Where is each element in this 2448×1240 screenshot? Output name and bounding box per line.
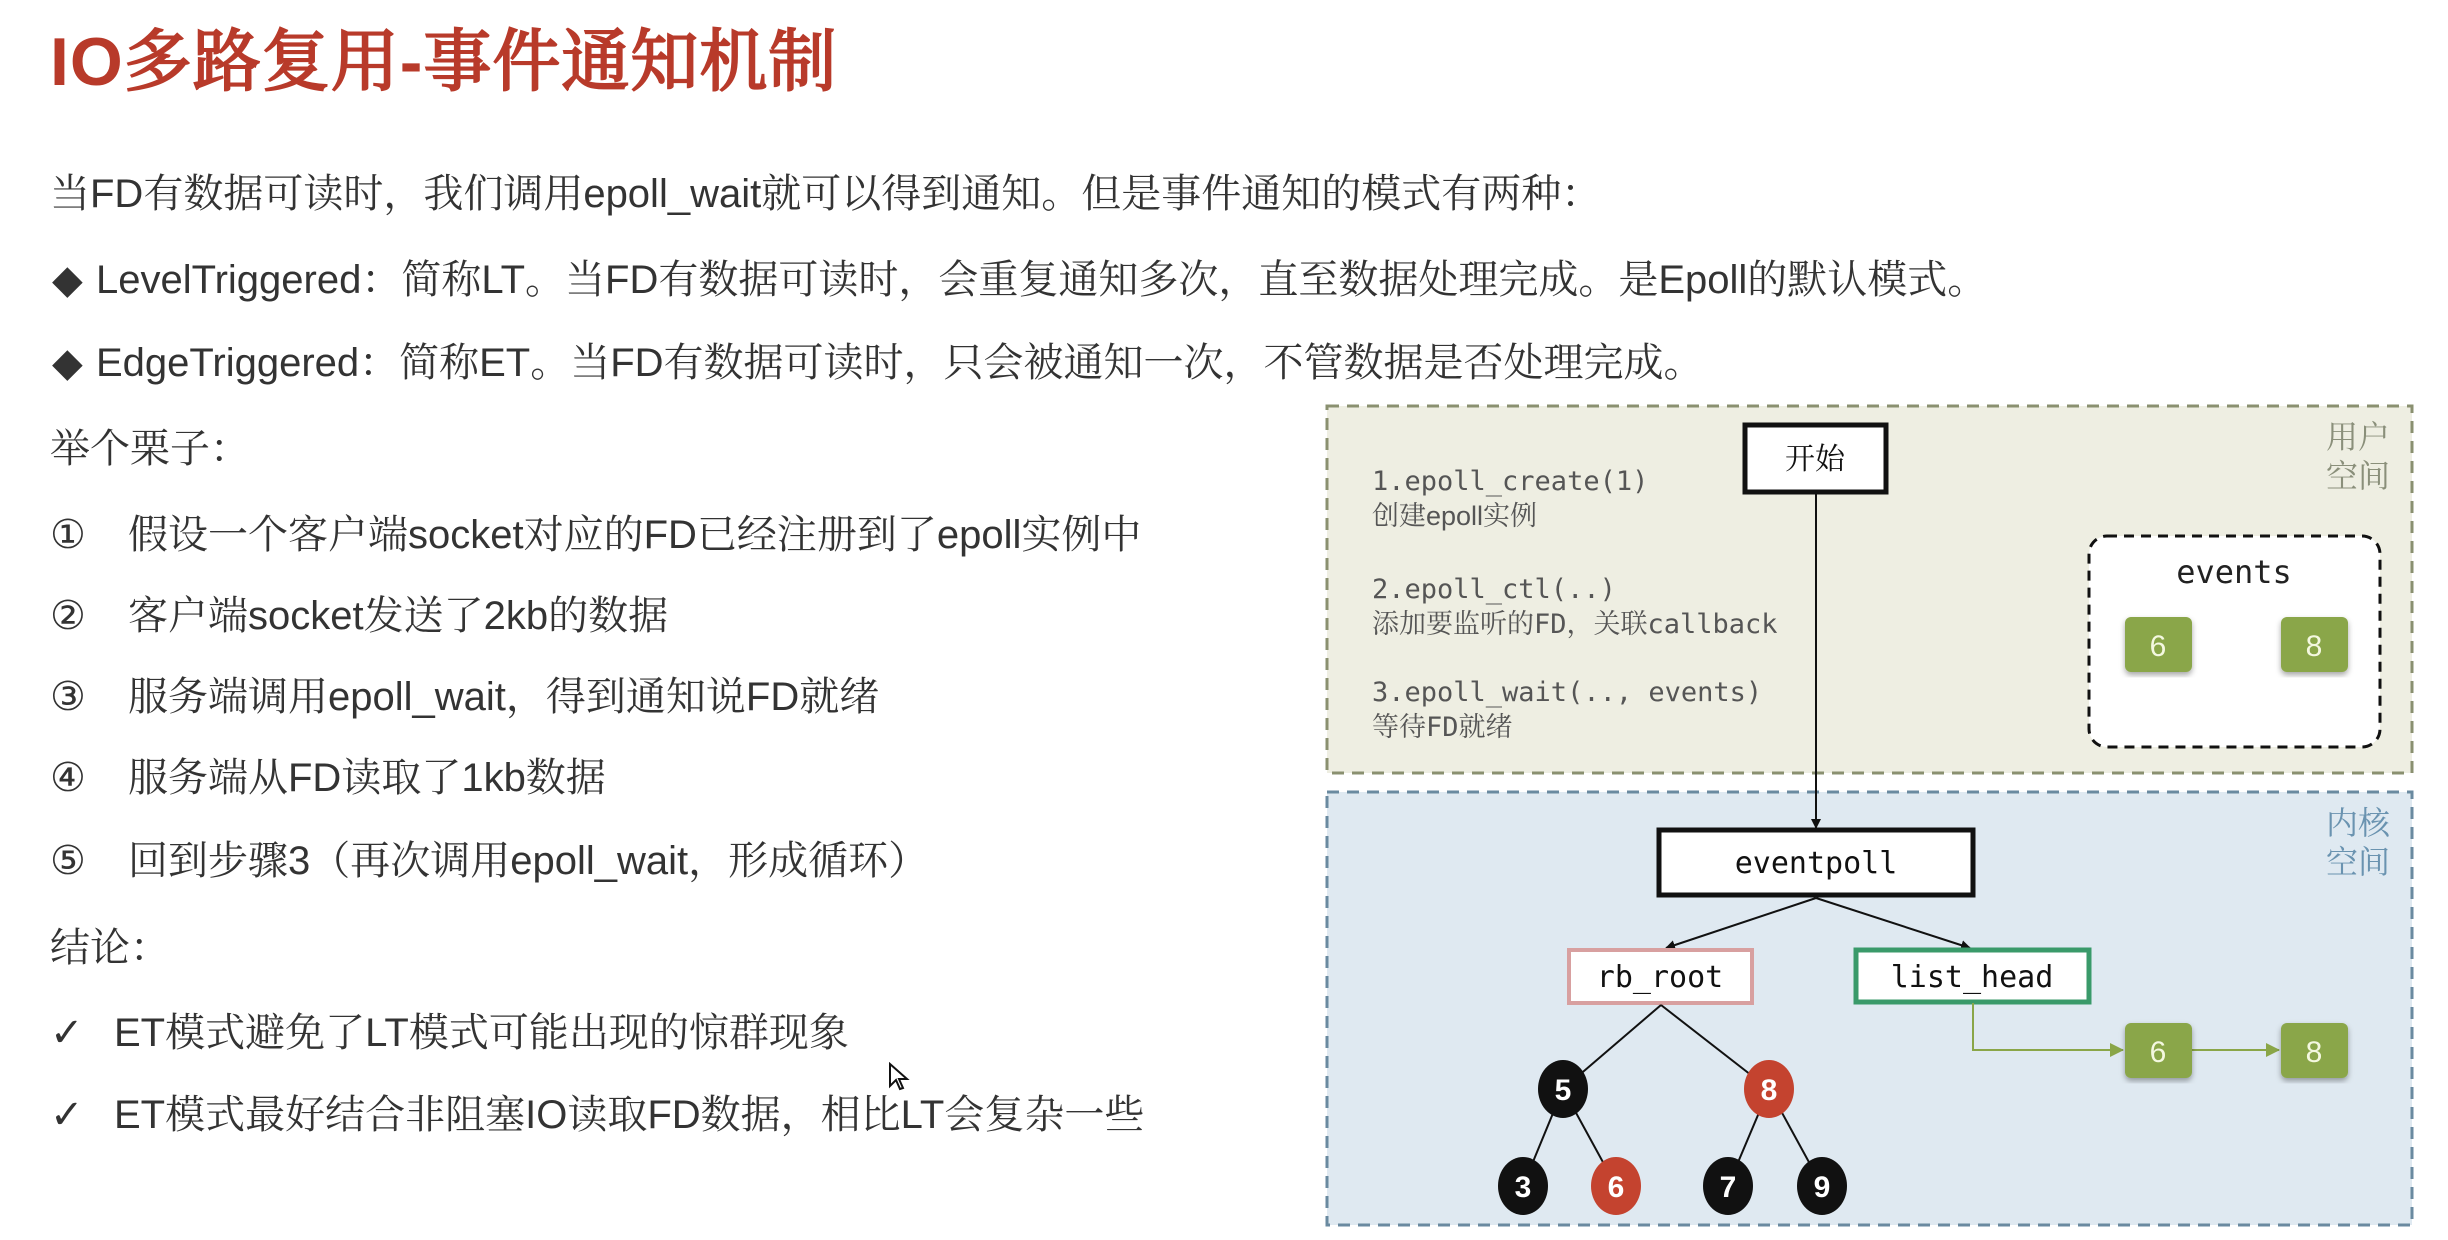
tree-node-label: 3 bbox=[1514, 1171, 1532, 1204]
step-number: ③ bbox=[50, 675, 86, 719]
diamond-bullet-icon: ◆ bbox=[52, 258, 83, 302]
tree-node-label: 8 bbox=[1760, 1074, 1778, 1107]
checkmark-icon: ✓ bbox=[50, 1011, 84, 1055]
diamond-bullet-icon: ◆ bbox=[52, 341, 83, 385]
step-text: 客户端socket发送了2kb的数据 bbox=[128, 594, 669, 638]
step-number: ① bbox=[50, 513, 86, 557]
kernel-space-label: 空间 bbox=[2325, 844, 2391, 880]
events-label: events bbox=[2176, 553, 2292, 591]
call-desc: 等待FD就绪 bbox=[1372, 712, 1513, 743]
tree-node-label: 5 bbox=[1554, 1074, 1572, 1107]
checkmark-icon: ✓ bbox=[50, 1093, 84, 1137]
conclusion-heading: 结论： bbox=[50, 926, 170, 970]
step-text: 服务端从FD读取了1kb数据 bbox=[128, 756, 606, 800]
mouse-cursor-icon bbox=[888, 1062, 910, 1092]
eventpoll-label: eventpoll bbox=[1734, 846, 1898, 881]
step-number: ② bbox=[50, 594, 86, 638]
kernel-space-label: 内核 bbox=[2325, 805, 2391, 841]
call-code: 3.epoll_wait(.., events) bbox=[1372, 677, 1763, 708]
step-number: ⑤ bbox=[50, 839, 86, 883]
call-desc: 添加要监听的FD，关联callback bbox=[1372, 609, 1778, 640]
tree-node-label: 6 bbox=[1607, 1171, 1625, 1204]
ready-list-label: 6 bbox=[2149, 1036, 2167, 1069]
rb-root-label: rb_root bbox=[1596, 960, 1724, 995]
start-label: 开始 bbox=[1785, 443, 1845, 476]
call-desc: 创建epoll实例 bbox=[1372, 501, 1538, 531]
event-item-label: 6 bbox=[2149, 630, 2167, 663]
list-head-label: list_head bbox=[1890, 960, 2054, 995]
tree-node-label: 7 bbox=[1719, 1171, 1737, 1204]
call-code: 2.epoll_ctl(..) bbox=[1372, 574, 1616, 605]
call-code: 1.epoll_create(1) bbox=[1372, 466, 1649, 497]
page-title: IO多路复用-事件通知机制 bbox=[50, 24, 838, 100]
user-space-label: 用户 bbox=[2325, 419, 2391, 455]
tree-node-label: 9 bbox=[1813, 1171, 1831, 1204]
step-text: 回到步骤3（再次调用epoll_wait，形成循环） bbox=[128, 839, 929, 883]
mode-et-text: EdgeTriggered：简称ET。当FD有数据可读时，只会被通知一次，不管数据是否处理完成。 bbox=[96, 341, 1704, 385]
mode-lt-text: LevelTriggered：简称LT。当FD有数据可读时，会重复通知多次，直至数据处理完成。是Epoll的默认模式。 bbox=[96, 258, 1988, 302]
example-heading: 举个栗子： bbox=[50, 427, 250, 471]
step-text: 服务端调用epoll_wait，得到通知说FD就绪 bbox=[128, 675, 880, 719]
conclusion-text: ET模式避免了LT模式可能出现的惊群现象 bbox=[114, 1011, 849, 1055]
conclusion-text: ET模式最好结合非阻塞IO读取FD数据，相比LT会复杂一些 bbox=[114, 1093, 1145, 1137]
user-space-label: 空间 bbox=[2325, 458, 2391, 494]
ready-list-label: 8 bbox=[2305, 1036, 2323, 1069]
event-item-label: 8 bbox=[2305, 630, 2323, 663]
step-number: ④ bbox=[50, 756, 86, 800]
intro-text: 当FD有数据可读时，我们调用epoll_wait就可以得到通知。但是事件通知的模式有两种： bbox=[50, 172, 1602, 216]
step-text: 假设一个客户端socket对应的FD已经注册到了epoll实例中 bbox=[128, 513, 1142, 557]
